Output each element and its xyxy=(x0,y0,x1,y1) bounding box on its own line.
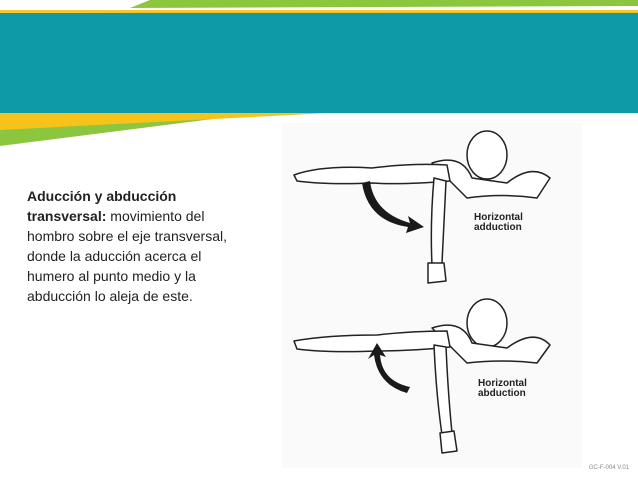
bottom-figure-hanging-arm xyxy=(434,345,452,435)
top-green-wedge xyxy=(130,0,638,8)
adduction-arrow xyxy=(362,181,424,233)
top-figure-hand xyxy=(428,263,446,283)
abduction-label-line2: abduction xyxy=(478,388,526,399)
bottom-figure-hand xyxy=(440,431,457,453)
description-text xyxy=(27,186,232,306)
top-figure-extended-arm xyxy=(294,164,450,183)
abduction-label-line1: Horizontal xyxy=(478,378,527,389)
adduction-label xyxy=(474,213,523,233)
title-banner xyxy=(0,13,638,113)
yellow-wedge xyxy=(0,113,330,130)
adduction-label-line1: Horizontal xyxy=(474,212,523,223)
top-figure-hanging-arm xyxy=(431,178,446,265)
abduction-label xyxy=(478,379,527,399)
adduction-label-line2: adduction xyxy=(474,222,522,233)
bottom-figure-head xyxy=(467,299,507,347)
document-code: GC-F-004 V.01 xyxy=(588,465,629,471)
bottom-figure-extended-arm xyxy=(294,331,450,352)
shoulder-diagram xyxy=(282,123,582,468)
top-figure-head xyxy=(467,131,507,179)
description-term: Aducción y abducción transversal: xyxy=(27,188,177,224)
description-body: movimiento del hombro sobre el eje transversal, donde la aducción acerca el humero al punto medio y la abducción lo aleja de este. xyxy=(27,208,227,304)
diagram-drawing xyxy=(282,123,582,468)
